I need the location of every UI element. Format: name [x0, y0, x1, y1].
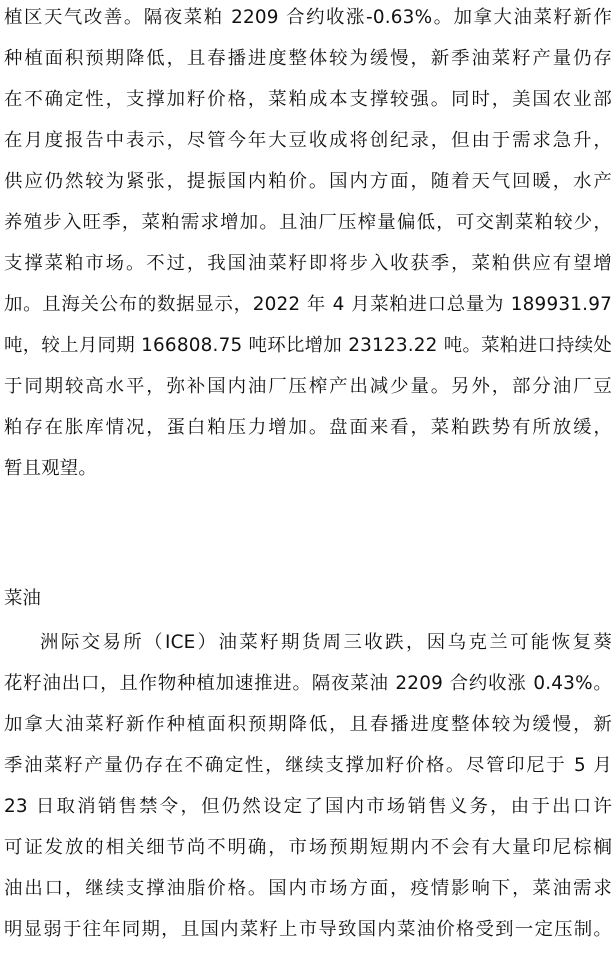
paragraph-line: 支撑菜粕市场。不过，我国油菜籽即将步入收获季，菜粕供应有望增 — [4, 253, 612, 274]
paragraph-line: 明显弱于往年同期，且国内菜籽上市导致国内菜油价格受到一定压制。 — [4, 919, 612, 940]
paragraph-line: 加拿大油菜籽新作种植面积预期降低，且春播进度整体较为缓慢，新 — [4, 714, 612, 735]
paragraph-line: 吨，较上月同期 166808.75 吨环比增加 23123.22 吨。菜粕进口持续处 — [4, 335, 612, 356]
paragraph-line: 种植面积预期降低，且春播进度整体较为缓慢，新季油菜籽产量仍存 — [4, 48, 612, 69]
paragraph-line: 植区天气改善。隔夜菜粕 2209 合约收涨-0.63%。加拿大油菜籽新作 — [4, 7, 612, 28]
paragraph-line: 油出口，继续支撑油脂价格。国内市场方面，疫情影响下，菜油需求 — [4, 878, 612, 899]
paragraph-line: 在月度报告中表示，尽管今年大豆收成将创纪录，但由于需求急升， — [4, 130, 612, 151]
paragraph-line: 可证发放的相关细节尚不明确，市场预期短期内不会有大量印尼棕榈 — [4, 837, 612, 858]
paragraph-line: 季油菜籽产量仍存在不确定性，继续支撑加籽价格。尽管印尼于 5 月 — [4, 755, 612, 776]
paragraph-line: 暂且观望。 — [4, 458, 97, 479]
paragraph-line: 于同期较高水平，弥补国内油厂压榨产出减少量。另外，部分油厂豆 — [4, 376, 612, 397]
paragraph-line: 加。且海关公布的数据显示，2022 年 4 月菜粕进口总量为 189931.97 — [4, 294, 612, 315]
paragraph-line: 养殖步入旺季，菜粕需求增加。且油厂压榨量偏低，可交割菜粕较少， — [4, 212, 612, 233]
section-heading: 菜油 — [4, 588, 41, 609]
paragraph-line: 粕存在胀库情况，蛋白粕压力增加。盘面来看，菜粕跌势有所放缓， — [4, 417, 612, 438]
paragraph-line: 23 日取消销售禁令，但仍然设定了国内市场销售义务，由于出口许 — [4, 796, 612, 817]
paragraph-line: 在不确定性，支撑加籽价格，菜粕成本支撑较强。同时，美国农业部 — [4, 89, 612, 110]
paragraph-line: 花籽油出口，且作物种植加速推进。隔夜菜油 2209 合约收涨 0.43%。 — [4, 673, 612, 694]
paragraph-line: 洲际交易所（ICE）油菜籽期货周三收跌，因乌克兰可能恢复葵 — [40, 632, 612, 653]
paragraph-line: 供应仍然较为紧张，提振国内粕价。国内方面，随着天气回暖，水产 — [4, 171, 612, 192]
